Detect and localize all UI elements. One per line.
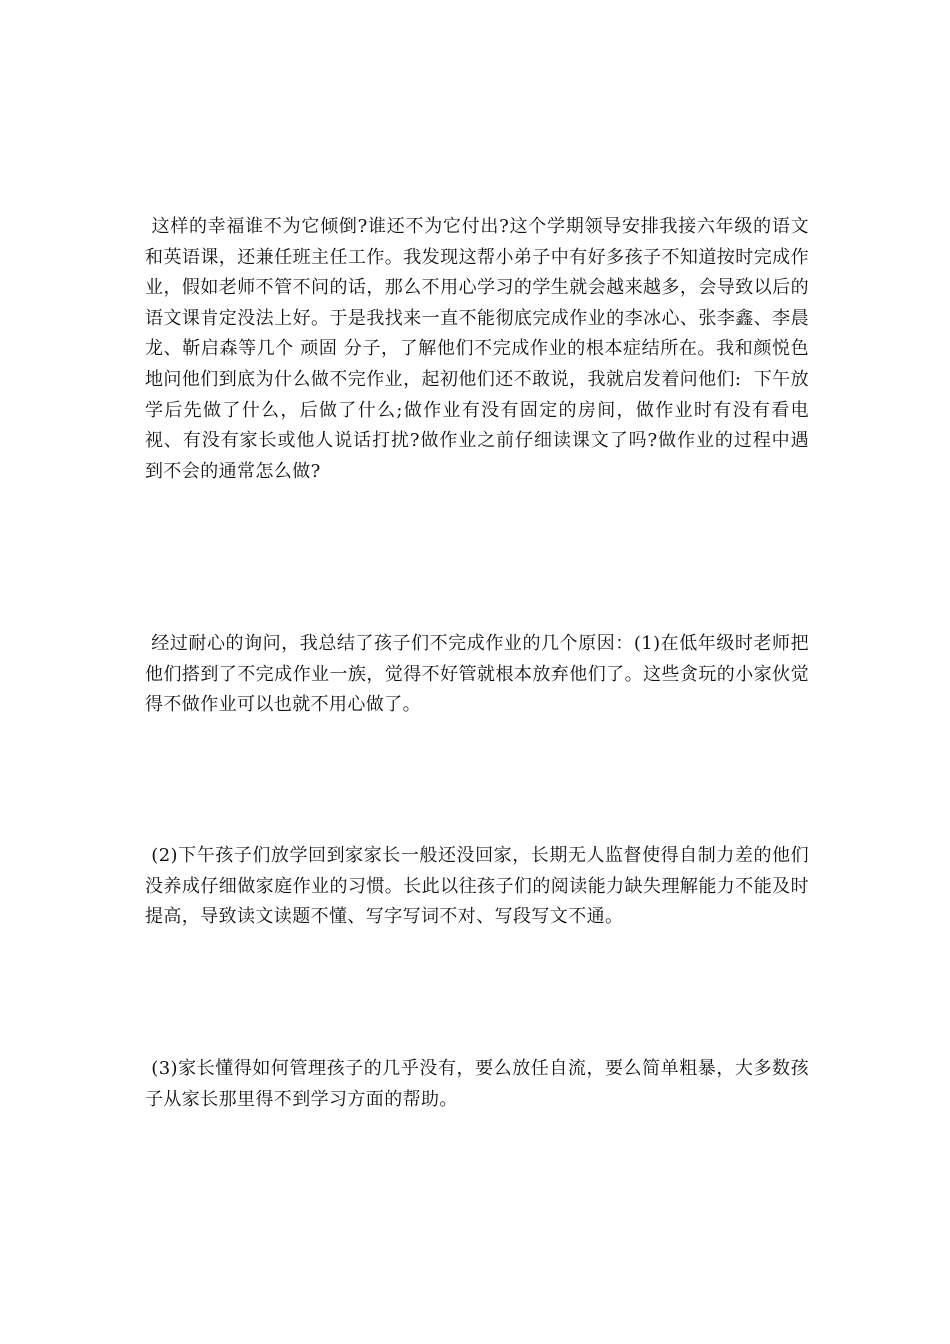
- paragraph-2: 经过耐心的询问，我总结了孩子们不完成作业的几个原因：(1)在低年级时老师把他们搭到了不完成作业一族，觉得不好管就根本放弃他们了。这些贪玩的小家伙觉得不做作业可以也就不用心做了。: [145, 633, 809, 716]
- paragraph-4: (3)家长懂得如何管理孩子的几乎没有，要么放任自流，要么简单粗暴，大多数孩子从家长那里得不到学习方面的帮助。: [145, 1058, 809, 1110]
- paragraph-1: 这样的幸福谁不为它倾倒?谁还不为它付出?这个学期领导安排我接六年级的语文和英语课，还兼任班主任工作。我发现这帮小弟子中有好多孩子不知道按时完成作业，假如老师不管不问的话，那么不用心学习的学生就会越来越多，会导致以后的语文课肯定没法上好。于是我找来一直不能彻底完成作业的李冰心、张李鑫、李晨龙、靳启森等几个 顽固 分子，了解他们不完成作业的根本症结所在。我和颜悦色地问他们到底为什么做不完作业，起初他们还不敢说，我就启发着问他们: 下午放学后先做了什么，后做了什么;做作业有没有固定的房间，做作业时有没有看电视、有没有家长或他人说话打扰?做作业之前仔细读课文了吗?做作业的过程中遇到不会的通常怎么做?: [145, 216, 809, 482]
- paragraph-3: (2)下午孩子们放学回到家家长一般还没回家，长期无人监督使得自制力差的他们没养成仔细做家庭作业的习惯。长此以往孩子们的阅读能力缺失理解能力不能及时提高，导致读文读题不懂、写字写词不对、写段写文不通。: [145, 845, 809, 928]
